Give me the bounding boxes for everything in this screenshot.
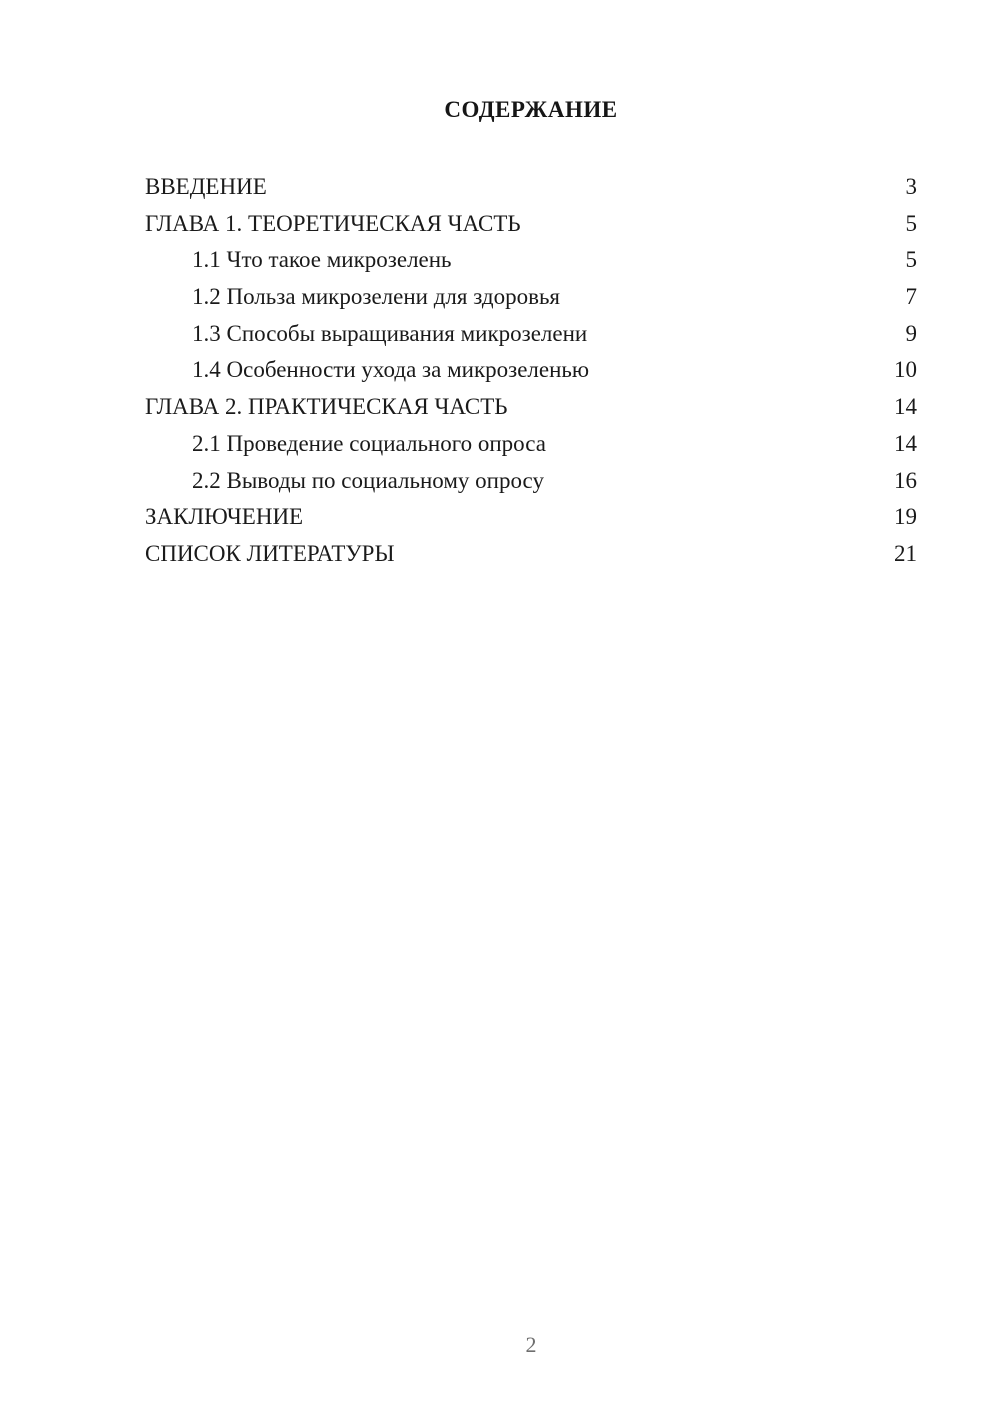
toc-entry-page-number: 10 xyxy=(894,357,917,383)
toc-entry xyxy=(145,499,917,536)
toc-entry xyxy=(145,242,917,279)
toc-entry-page-number: 19 xyxy=(894,504,917,530)
table-of-contents xyxy=(145,169,917,573)
toc-entry-label: 2.2 Выводы по социальному опросу xyxy=(192,467,544,493)
toc-entry-label: ВВЕДЕНИЕ xyxy=(145,174,267,199)
toc-entry xyxy=(145,463,917,500)
footer-page-number: 2 xyxy=(525,1332,537,1357)
toc-entry-page-number: 14 xyxy=(894,394,917,420)
toc-entry xyxy=(145,536,917,573)
toc-entry-page-number: 14 xyxy=(894,430,917,456)
toc-entry-page-number: 5 xyxy=(905,247,917,273)
toc-entry-label: 1.2 Польза микрозелени для здоровья xyxy=(192,284,561,310)
toc-entry xyxy=(145,389,917,426)
toc-entry-page-number: 21 xyxy=(894,540,917,566)
toc-entry-label: 2.1 Проведение социального опроса xyxy=(192,430,546,456)
toc-entry-page-number: 7 xyxy=(905,284,917,310)
toc-entry xyxy=(145,206,917,243)
toc-entry-page-number: 16 xyxy=(894,467,917,493)
toc-entry-label: ЗАКЛЮЧЕНИЕ xyxy=(145,504,304,530)
toc-entry xyxy=(145,279,917,316)
toc-entry-page-number: 3 xyxy=(905,174,917,199)
toc-entry xyxy=(145,169,917,206)
toc-entry-label: 1.3 Способы выращивания микрозелени xyxy=(192,320,588,346)
toc-entry xyxy=(145,426,917,463)
page-title: СОДЕРЖАНИЕ xyxy=(444,97,618,122)
toc-entry-page-number: 5 xyxy=(905,210,917,236)
toc-entry xyxy=(145,316,917,353)
toc-entry-label: ГЛАВА 1. ТЕОРЕТИЧЕСКАЯ ЧАСТЬ xyxy=(145,210,521,236)
toc-entry-label: СПИСОК ЛИТЕРАТУРЫ xyxy=(145,540,395,566)
toc-entry-page-number: 9 xyxy=(905,320,917,346)
toc-entry xyxy=(145,352,917,389)
toc-entry-label: 1.1 Что такое микрозелень xyxy=(192,247,452,273)
toc-entry-label: ГЛАВА 2. ПРАКТИЧЕСКАЯ ЧАСТЬ xyxy=(145,394,508,420)
toc-entry-label: 1.4 Особенности ухода за микрозеленью xyxy=(192,357,590,383)
